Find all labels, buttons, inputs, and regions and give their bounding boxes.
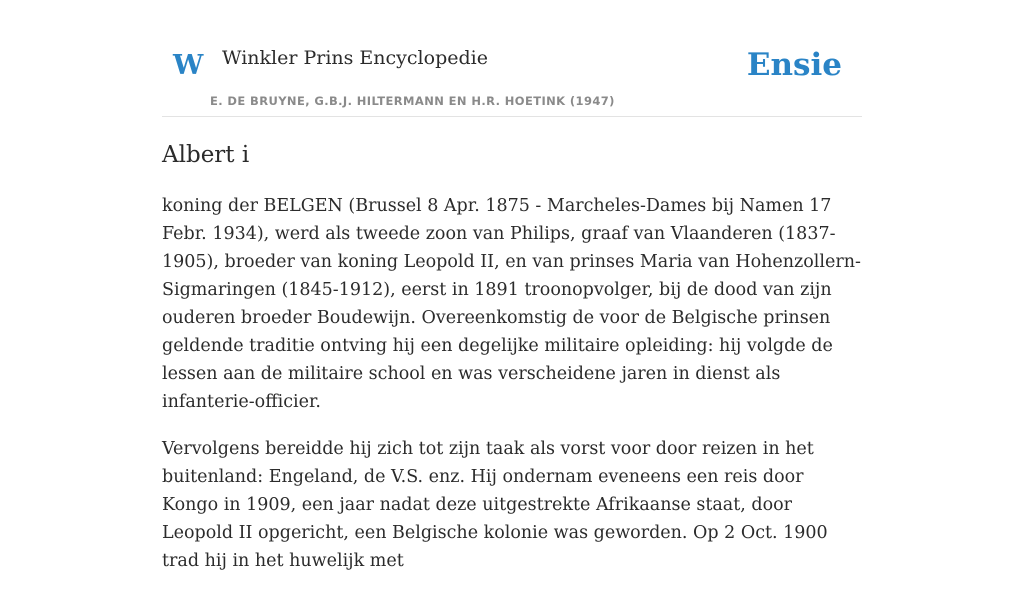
article-paragraph: koning der BELGEN (Brussel 8 Apr. 1875 - Marcheles-Dames bij Namen 17 Febr. 1934), werd als tweede zoon van Philips, graaf van Vlaanderen (1837-1905), broeder van koning Leopold II, en van prinses Maria van Hohenzollern-Sigmaringen (1845-1912), eerst in 1891 troonopvolger, bij de dood van zijn ouderen broeder Boudewijn. Overeenkomstig de voor de Belgische prinsen geldende traditie ontving hij een degelijke militaire opleiding: hij volgde de lessen aan de militaire school en was verscheidene jaren in dienst als infanterie-officier. <box>162 196 861 412</box>
source-authors: E. DE BRUYNE, G.B.J. HILTERMANN EN H.R. HOETINK (1947) <box>210 94 615 108</box>
source-title[interactable]: Winkler Prins Encyclopedie <box>222 47 488 69</box>
article-paragraph: Vervolgens bereidde hij zich tot zijn taak als vorst voor door reizen in het buitenland: Engeland, de V.S. enz. Hij ondernam eveneens een reis door Kongo in 1909, een jaar nadat deze uitgestrekte Afrikaanse staat, door Leopold II opgericht, een Belgische kolonie was geworden. Op 2 Oct. 1900 trad hij in het huwelijk met <box>162 439 828 571</box>
winkler-prins-logo[interactable]: W <box>173 50 204 81</box>
ensie-logo-link[interactable]: Ensie <box>746 47 842 83</box>
page <box>162 0 862 571</box>
encyclopedia-header <box>162 0 862 117</box>
article-body <box>162 192 862 594</box>
article-headword: Albert i <box>162 142 250 168</box>
